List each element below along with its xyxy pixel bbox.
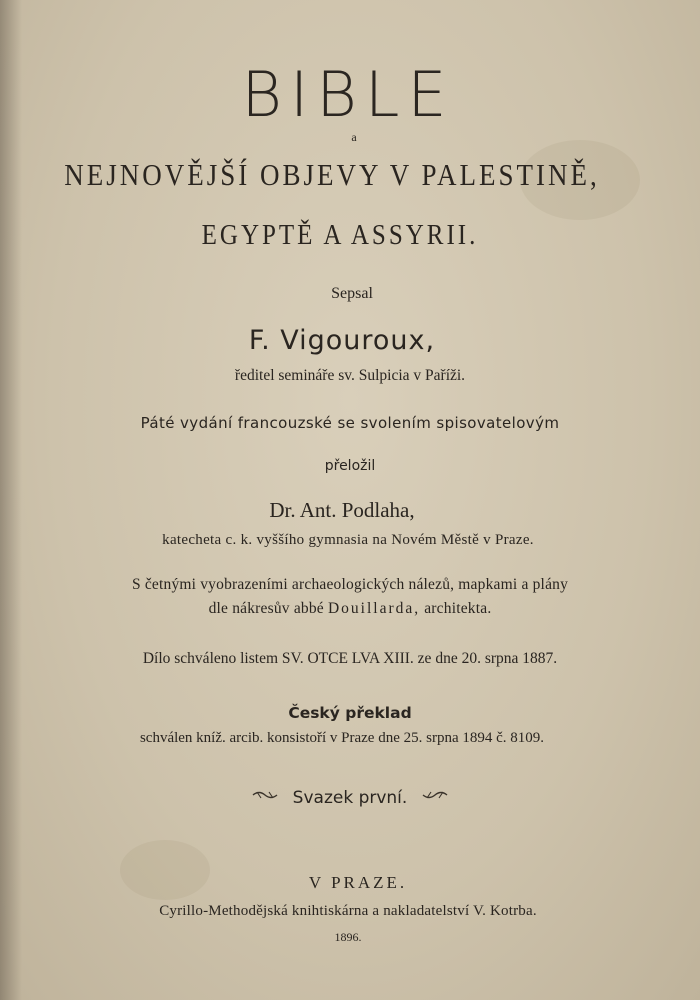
illustrations-line-2-post: architekta. [424, 600, 492, 617]
wrote-label: Sepsal [331, 285, 373, 302]
czech-translation-approval: schválen kníž. arcib. konsistoří v Praze dne 25. srpna 1894 č. 8109. [139, 730, 545, 746]
illustrations-line-2 [0, 600, 700, 618]
volume-line [0, 788, 700, 808]
ornament-left-icon [251, 789, 279, 805]
papal-approval: Dílo schváleno listem SV. OTCE LVA XIII. ze dne 20. srpna 1887. [142, 650, 558, 667]
volume-label: Svazek první. [292, 788, 408, 808]
illustrator-name: Douillarda, [327, 600, 421, 617]
ornament-right-icon [421, 789, 449, 805]
czech-translation-heading: Český překlad [288, 704, 412, 722]
author-role: ředitel semináře sv. Sulpicia v Paříži. [234, 367, 466, 384]
illustrations-line-2-pre: dle nákresův abbé [208, 600, 324, 617]
subtitle-line-2: EGYPTĚ A ASSYRII. [201, 220, 479, 251]
title-conjunction: a [351, 130, 357, 144]
translator-role: katecheta c. k. vyššího gymnasia na Novém Městě v Praze. [162, 532, 534, 548]
edition-note: Páté vydání francouzské se svolením spisovatelovým [140, 414, 560, 432]
book-title: BIBLE [241, 58, 455, 131]
translator-name: Dr. Ant. Podlaha, [269, 498, 415, 522]
publication-year: 1896. [334, 930, 362, 944]
author-name: F. Vigouroux, [248, 325, 436, 356]
printer-publisher: Cyrillo-Methodějská knihtiskárna a nakladatelství V. Kotrba. [159, 903, 537, 919]
publication-place: V PRAZE. [308, 873, 408, 892]
illustrations-line-1: S četnými vyobrazeními archaeologických nálezů, mapkami a plány [131, 576, 569, 593]
translated-label: přeložil [324, 458, 376, 474]
subtitle-line-1: NEJNOVĚJŠÍ OBJEVY V PALESTINĚ, [64, 158, 600, 192]
